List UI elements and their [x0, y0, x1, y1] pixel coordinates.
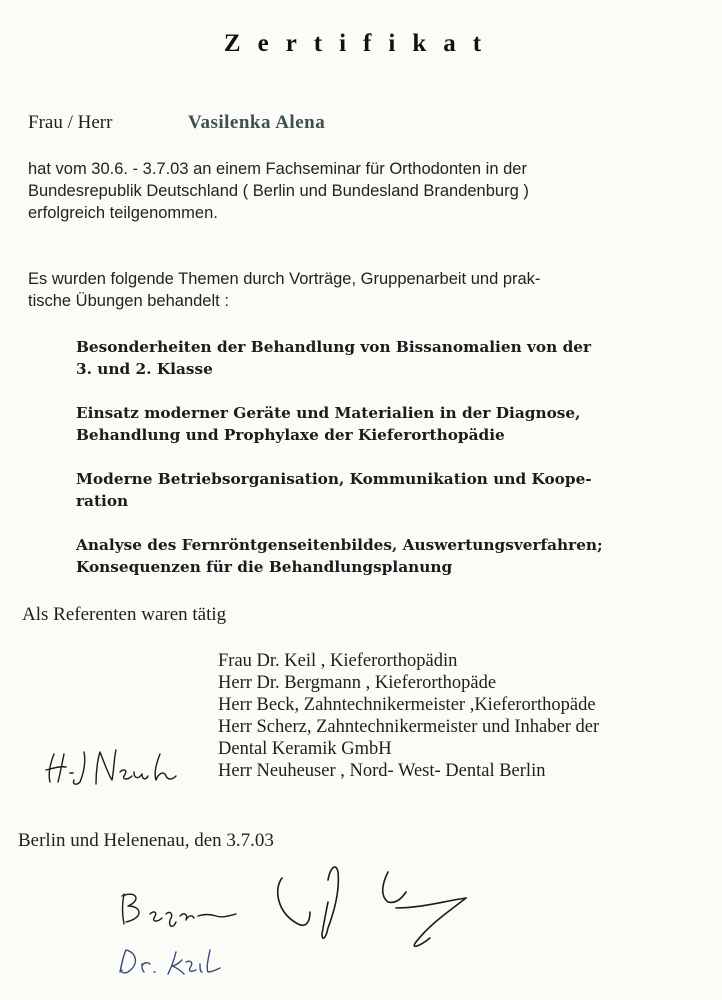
topic-line: 3. und 2. Klasse [76, 360, 213, 378]
referent-item: Dental Keramik GmbH [218, 739, 392, 759]
topic-line: Behandlung und Prophylaxe der Kieferorthopädie [76, 426, 505, 444]
salutation: Frau / Herr [28, 112, 113, 133]
signature-bergmann [116, 886, 246, 930]
topic-item [76, 402, 686, 446]
referent-item: Herr Beck, Zahntechnikermeister ,Kieferorthopäde [218, 695, 596, 715]
signature-large [270, 852, 480, 962]
recipient-line [28, 112, 325, 134]
referents-list [218, 650, 599, 782]
participant-name: Vasilenka Alena [188, 112, 326, 133]
participation-paragraph [28, 158, 688, 224]
referent-item: Frau Dr. Keil , Kieferorthopädin [218, 651, 458, 671]
themes-intro-line: tische Übungen behandelt : [28, 292, 229, 310]
topic-line: Einsatz moderner Geräte und Materialien in der Diagnose, [76, 404, 581, 422]
topic-item [76, 468, 686, 512]
themes-intro-line: Es wurden folgende Themen durch Vorträge, Gruppenarbeit und prak- [28, 270, 541, 288]
participation-line: erfolgreich teilgenommen. [28, 204, 218, 222]
signature-neuheuser [40, 740, 190, 790]
topic-line: Analyse des Fernröntgenseitenbildes, Auswertungsverfahren; [76, 536, 603, 554]
referent-item: Herr Dr. Bergmann , Kieferorthopäde [218, 673, 497, 693]
referents-heading: Als Referenten waren tätig [22, 604, 227, 625]
topic-line: Besonderheiten der Behandlung von Bissanomalien von der [76, 338, 592, 356]
place-and-date: Berlin und Helenenau, den 3.7.03 [18, 830, 274, 851]
signature-keil [112, 942, 242, 982]
topic-line: Moderne Betriebsorganisation, Kommunikation und Koope- [76, 470, 592, 488]
certificate-title: Zertifikat [223, 30, 499, 57]
topic-item [76, 534, 686, 578]
participation-line: Bundesrepublik Deutschland ( Berlin und Bundesland Brandenburg ) [28, 182, 529, 200]
topic-line: ration [76, 492, 129, 510]
referent-item: Herr Neuheuser , Nord- West- Dental Berlin [218, 761, 546, 781]
themes-intro [28, 268, 688, 312]
topic-line: Konsequenzen für die Behandlungsplanung [76, 558, 453, 576]
topic-list [76, 336, 686, 600]
referent-item: Herr Scherz, Zahntechnikermeister und Inhaber der [218, 717, 600, 737]
topic-item [76, 336, 686, 380]
participation-line: hat vom 30.6. - 3.7.03 an einem Fachseminar für Orthodonten in der [28, 160, 527, 178]
